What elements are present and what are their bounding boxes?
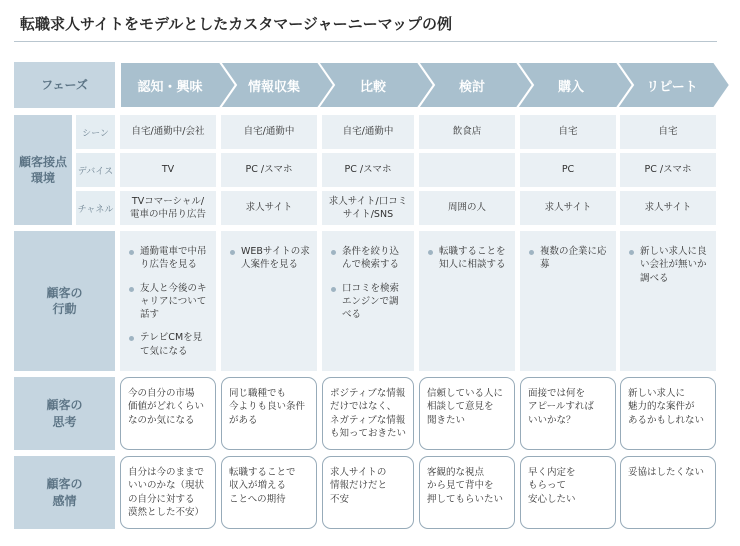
channel-cell: 周囲の人	[419, 191, 515, 225]
thought-card: ポジティブな情報 だけではなく、 ネガティブな情報 も知っておきたい	[322, 377, 414, 450]
thought-card: 面接では何を アピールすれば いいかな？	[520, 377, 616, 450]
device-cell: PC	[520, 153, 616, 187]
device-cell: PC /スマホ	[620, 153, 716, 187]
phase-label: 購入	[557, 79, 584, 95]
device-label: デバイス	[76, 153, 115, 187]
phase-row-header: フェーズ	[14, 62, 115, 108]
scene-label: シーン	[76, 115, 115, 149]
emotion-card: 求人サイトの 情報だけだと 不安	[322, 456, 414, 529]
channel-cell: 求人サイト	[620, 191, 716, 225]
channel-cell: 求人サイト	[520, 191, 616, 225]
scene-cell: 自宅/通勤中/会社	[120, 115, 216, 149]
action-column	[221, 231, 317, 371]
action-item: テレビCMを見て気になる	[128, 331, 210, 358]
page-title: 転職求人サイトをモデルとしたカスタマージャーニーマップの例	[20, 15, 453, 33]
thought-card: 信頼している人に 相談して意見を 聞きたい	[419, 377, 515, 450]
thought-card: 同じ職種でも 今よりも良い条件 がある	[221, 377, 317, 450]
phase-label: 検討	[458, 79, 485, 95]
scene-cell: 自宅	[520, 115, 616, 149]
action-item: 転職することを知人に相談する	[427, 245, 509, 272]
action-column	[620, 231, 716, 371]
device-cell: PC /スマホ	[322, 153, 414, 187]
phase-label: 認知・興味	[137, 79, 203, 95]
action-column	[520, 231, 616, 371]
thought-card: 新しい求人に 魅力的な案件が あるかもしれない	[620, 377, 716, 450]
emotion-card: 早く内定を もらって 安心したい	[520, 456, 616, 529]
emotion-card: 妥協はしたくない	[620, 456, 716, 529]
channel-cell: 求人サイト	[221, 191, 317, 225]
device-cell	[419, 153, 515, 187]
action-item: 条件を絞り込んで検索する	[330, 245, 408, 272]
action-item: 新しい求人に良い会社が無いか調べる	[628, 245, 710, 285]
phase-label: 情報収集	[247, 79, 300, 95]
touchpoint-header: 顧客接点 環境	[14, 115, 72, 225]
scene-cell: 自宅/通勤中	[322, 115, 414, 149]
emotion-card: 転職することで 収入が増える ことへの期待	[221, 456, 317, 529]
channel-cell: 求人サイト/口コミ サイト/SNS	[322, 191, 414, 225]
device-cell: TV	[120, 153, 216, 187]
phase-label: 比較	[359, 79, 386, 95]
emotion-card: 自分は今のままで いいのかな（現状 の自分に対する 漠然とした不安）	[120, 456, 216, 529]
emotion-card: 客観的な視点 から見て背中を 押してもらいたい	[419, 456, 515, 529]
device-cell: PC /スマホ	[221, 153, 317, 187]
scene-cell: 自宅/通勤中	[221, 115, 317, 149]
title-divider	[14, 41, 717, 42]
scene-cell: 飲食店	[419, 115, 515, 149]
action-column	[322, 231, 414, 371]
actions-header: 顧客の 行動	[14, 231, 115, 371]
action-item: 複数の企業に応募	[528, 245, 610, 272]
action-item: 友人と今後のキャリアについて話す	[128, 282, 210, 322]
scene-cell: 自宅	[620, 115, 716, 149]
action-column	[419, 231, 515, 371]
action-item: WEBサイトの求人案件を見る	[229, 245, 311, 272]
emotions-header: 顧客の 感情	[14, 456, 115, 529]
thought-card: 今の自分の市場 価値がどれくらい なのか気になる	[120, 377, 216, 450]
action-item: 通勤電車で中吊り広告を見る	[128, 245, 210, 272]
channel-label: チャネル	[76, 191, 115, 225]
action-item: 口コミを検索エンジンで調べる	[330, 282, 408, 322]
action-column	[120, 231, 216, 371]
thoughts-header: 顧客の 思考	[14, 377, 115, 450]
phase-label: リピート	[646, 79, 698, 95]
channel-cell: TVコマーシャル/ 電車の中吊り広告	[120, 191, 216, 225]
